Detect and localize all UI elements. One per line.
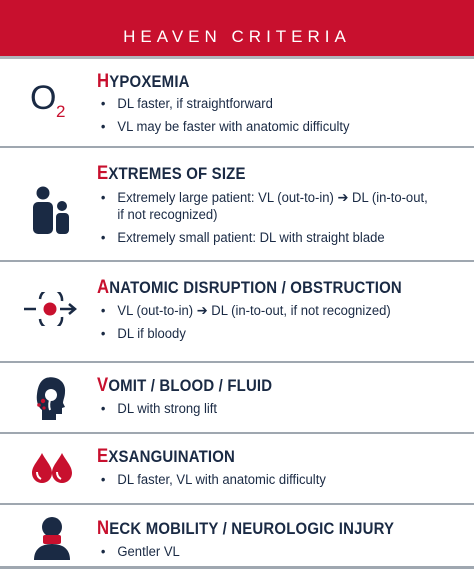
section-divider xyxy=(0,361,474,363)
svg-text:2: 2 xyxy=(56,102,66,121)
obstruction-icon xyxy=(18,292,86,326)
vomit-icon xyxy=(18,374,86,420)
arrow-right-icon: ➔ xyxy=(337,190,349,206)
bullet-item: • Extremely large patient: VL (out-to-in) ➔ DL (in-to-out, if not recognized) xyxy=(99,190,428,224)
arrow-right-icon: ➔ xyxy=(196,303,208,319)
bullet-item: • DL if bloody xyxy=(99,326,391,343)
bullet-item: • VL (out-to-in) ➔ DL (in-to-out, if not recognized) xyxy=(99,303,391,320)
people-size-icon xyxy=(18,182,86,236)
bullet-list-exsanguination xyxy=(99,472,346,495)
header-title: HEAVEN CRITERIA xyxy=(0,18,474,56)
section-divider xyxy=(0,146,474,148)
section-title-anatomic-disruption: ANATOMIC DISRUPTION / OBSTRUCTION xyxy=(97,277,402,298)
section-divider xyxy=(0,260,474,262)
o2-icon xyxy=(18,72,86,122)
section-divider xyxy=(0,503,474,505)
section-title-vomit: VOMIT / BLOOD / FLUID xyxy=(97,375,273,396)
bullet-item: • Extremely small patient: DL with straight blade xyxy=(99,230,428,247)
bullet-list-anatomic-disruption xyxy=(99,303,416,349)
section-divider xyxy=(0,432,474,434)
neck-collar-icon xyxy=(18,513,86,561)
bullet-item: • VL may be faster with anatomic difficulty xyxy=(99,119,350,136)
top-band xyxy=(0,0,474,18)
bullet-list-neck-mobility xyxy=(99,544,187,567)
bullet-item: • DL faster, VL with anatomic difficulty xyxy=(99,472,326,489)
bullet-list-vomit xyxy=(99,401,227,424)
bullet-item: • DL with strong lift xyxy=(99,401,217,418)
svg-text:O: O xyxy=(30,79,57,117)
section-title-extremes-of-size: EXTREMES OF SIZE xyxy=(97,163,246,184)
bullet-item: • DL faster, if straightforward xyxy=(99,96,350,113)
bullet-list-hypoxemia xyxy=(99,96,371,142)
section-title-neck-mobility: NECK MOBILITY / NEUROLOGIC INJURY xyxy=(97,518,395,539)
divider xyxy=(0,56,474,59)
section-title-exsanguination: EXSANGUINATION xyxy=(97,446,236,467)
bullet-item: • Gentler VL xyxy=(99,544,180,561)
blood-drops-icon xyxy=(18,448,86,486)
section-title-hypoxemia: HYPOXEMIA xyxy=(97,71,190,92)
bullet-list-extremes-of-size xyxy=(99,190,456,253)
